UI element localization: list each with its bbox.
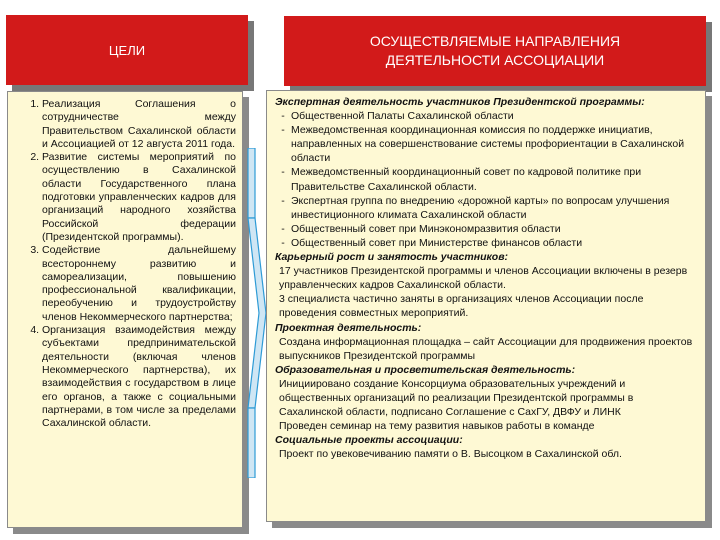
career-text-1: 17 участников Президентской программы и членов Ассоциации включены в резерв управленческих кадров Сахалинской области. [279, 265, 688, 292]
expert-item [275, 194, 699, 222]
social-heading: Социальные проекты ассоциации: [275, 434, 463, 447]
dash: - [281, 236, 285, 249]
career-text-2: 3 специалиста частично заняты в организациях членов Ассоциации после проведения совместных мероприятий. [279, 293, 644, 320]
directions-panel [266, 90, 706, 522]
dash: - [281, 222, 285, 235]
expert-item [275, 222, 699, 236]
expert-item-text: Межведомственный координационный совет по кадровой политике при Правительстве Сахалинской области. [291, 166, 642, 193]
expert-item [275, 123, 699, 165]
goals-header [6, 15, 248, 85]
expert-item [275, 109, 699, 123]
education-text-1: Инициировано создание Консорциума образовательных учреждений и общественных организаций по реализации Президентской программы в Сахалинской области, подписано Соглашение с СахГУ, ДВФУ и ЛИНК [279, 377, 634, 419]
directions-title-line2: ДЕЯТЕЛЬНОСТИ АССОЦИАЦИИ [385, 52, 605, 68]
career-heading: Карьерный рост и занятость участников: [275, 251, 509, 264]
goals-list [16, 98, 236, 430]
dash: - [281, 166, 285, 179]
directions-header [284, 16, 706, 86]
expert-item-text: Общественный совет при Минэкономразвития области [291, 222, 561, 235]
expert-item [275, 236, 699, 250]
expert-item-text: Общественной Палаты Сахалинской области [291, 110, 514, 123]
dash: - [281, 194, 285, 207]
goals-panel [7, 91, 243, 528]
dash: - [281, 110, 285, 123]
directions-title-line1: ОСУЩЕСТВЛЯЕМЫЕ НАПРАВЛЕНИЯ [369, 33, 621, 49]
project-text-1: Создана информационная площадка – сайт Ассоциации для продвижения проектов выпускников Президентской программы [279, 335, 693, 362]
goal-item-3: 3. Содействие дальнейшему всестороннему развитию и самореализации, повышению профессиональной квалификации, переобучению и трудоустройству членов Некоммерческого партнерства; [42, 244, 236, 324]
social-text-1: Проект по увековечиванию памяти о В. Высоцком в Сахалинской обл. [279, 448, 622, 461]
goal-item-4: 4. Организация взаимодействия между субъектами предпринимательской деятельности (включая членов Некоммерческого партнерства), их взаимодействия с государством в лице его органов, а также с социальными партнерами, в том числе за пределами Сахалинской области. [42, 324, 236, 430]
education-text-2: Проведен семинар на тему развития навыков работы в команде [279, 420, 595, 433]
expert-heading: Экспертная деятельность участников Президентской программы: [275, 96, 645, 108]
expert-item-text: Межведомственная координационная комиссия по поддержке инициатив, направленных на совершенствование системы профориентации в Сахалинской области [291, 124, 685, 165]
expert-item [275, 165, 699, 193]
expert-item-text: Общественный совет при Министерстве финансов области [291, 236, 583, 249]
goal-item-1: 1. Реализация Соглашения о сотрудничестве между Правительством Сахалинской области и Ассоциацией от 12 августа 2011 года. [42, 98, 236, 151]
dash: - [281, 124, 285, 137]
goals-title: ЦЕЛИ [108, 42, 146, 58]
education-heading: Образовательная и просветительская деятельность: [275, 363, 576, 376]
project-heading: Проектная деятельность: [275, 321, 422, 334]
expert-item-text: Экспертная группа по внедрению «дорожной карты» по вопросам улучшения инвестиционного климата Сахалинской области [291, 194, 670, 221]
goal-item-2: 2. Развитие системы мероприятий по осуществлению в Сахалинской области Государственного плана подготовки управленческих кадров для организаций народного хозяйства Российской федерации (Президентской программы). [42, 151, 236, 244]
